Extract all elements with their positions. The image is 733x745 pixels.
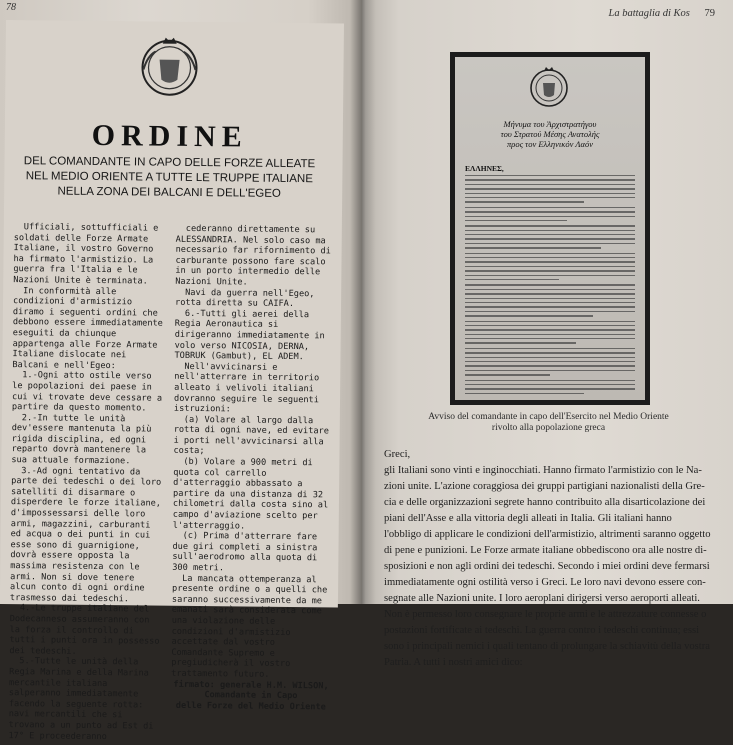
- greek-greeting: ΕΛΛΗΝΕΣ,: [465, 164, 504, 173]
- poster-paragraph: Ufficiali, sottufficiali e soldati delle Forze Armate Italiane, il vostro Governo ha firmato l'armistizio. La guerra fra l'Italia e le Nazioni Unite è terminata.: [13, 222, 159, 287]
- greek-leaflet-title: [463, 119, 637, 149]
- poster-signature-line: Comandante in Capo: [204, 690, 298, 702]
- poster-paragraph: (a) Volare al largo dalla rotta di ogni nave, ed evitare i porti nell'avvicinarsi alla costa;: [173, 414, 329, 457]
- caption-line: Avviso del comandante in capo dell'Esercito nel Medio Oriente: [428, 412, 669, 422]
- poster-paragraph: 4.-Le truppe italiane del Dodecanneso assumeranno con la forza il controllo di tutti i punti ora in possesso dei tedeschi.: [9, 603, 160, 657]
- right-page-number: 79: [704, 8, 715, 19]
- poster-subtitle-line: DEL COMANDANTE IN CAPO DELLE FORZE ALLEATE: [23, 155, 316, 171]
- poster-paragraph: 5.-Tutte le unità della Regia Marina e della Marina mercantile italiana salperanno immediatamente facendo la seguente rotta: navi mercantili che si trovano a un punto ad Est di 17° E proceederanno: [8, 656, 154, 742]
- greek-title-line: Μήνυμα του Άρχιστρατήγου: [503, 119, 597, 129]
- body-line: l'obbligo di applicare le condizioni dell'armistizio, altrimenti saranno oggetto: [384, 529, 711, 540]
- caption-line: rivolto alla popolazione greca: [491, 423, 606, 433]
- poster-signature-line: firmato: generale H.M. WILSON,: [173, 679, 329, 691]
- book-gutter: [350, 0, 376, 604]
- poster-column-left: [8, 222, 165, 743]
- royal-coat-of-arms-icon: [525, 63, 573, 111]
- body-line: di pene e punizioni. Le Forze armate italiane obbediscono ora alle nostre di-: [384, 545, 707, 556]
- body-line: sono i principali nemici i quali tentano di prolungare la schiavitù della vostra: [384, 641, 710, 652]
- body-line: Non è permesso loro consegnare le proprie armi e le attrezzature connesse o: [384, 609, 707, 620]
- left-page-number: 78: [6, 2, 16, 13]
- greek-leaflet: [455, 57, 645, 400]
- order-poster: [0, 20, 344, 742]
- body-line: zioni unite. L'azione coraggiosa dei gruppi partigiani nazionalisti della Gre-: [384, 481, 705, 492]
- poster-paragraph: Nell'avvicinarsi e nell'atterrare in territorio alleato i velivoli italiani dovranno seguire le seguenti istruzioni:: [173, 361, 320, 415]
- running-head-title: La battaglia di Kos: [608, 8, 690, 19]
- body-line: piani dell'Asse e alla vittoria degli alleati in Italia. Gli italiani hanno: [384, 513, 672, 524]
- poster-paragraph: (b) Volare a 900 metri di quota col carrello d'atterraggio abbassato a partire da una distanza di 32 chilometri dalla costa sino al campo d'aviazione scelto per l'atterraggio.: [172, 456, 329, 532]
- body-line: Patria. A tutti i nostri amici dico:: [384, 657, 523, 668]
- body-line: Greci,: [384, 449, 411, 460]
- running-head: [608, 8, 715, 19]
- poster-paragraph: La mancata ottemperanza al presente ordine o a quelli che saranno successivamente da me emanati sarà considerata come una violazione delle condizioni d'armistizio accettate dal vostro Comandante Supremo e pregiudicherà il vostro trattamento futuro.: [171, 573, 328, 680]
- poster-paragraph: In conformità alle condizioni d'armistizio diramo i seguenti ordini che debbono essere immediatamente eseguiti da chiunque appartenga alle Forze Armate Italiane dislocate nei Balcani e nell'Egeo:: [12, 285, 163, 371]
- poster-signature-line: delle Forze del Medio Oriente: [175, 700, 326, 713]
- royal-coat-of-arms-icon: [133, 29, 206, 102]
- body-line: segnate alle Nazioni unite. I loro aeroplani dirigersi verso aeroporti alleati.: [384, 593, 700, 604]
- poster-paragraph: (c) Prima d'atterrare fare due giri completi a sinistra sull'aerodromo alla quota di 300 metri.: [172, 531, 318, 574]
- poster-paragraph: Navi da guerra nell'Egeo, rotta diretta su CAIFA.: [174, 287, 315, 310]
- poster-paragraph: cederanno direttamente su ALESSANDRIA. Nel solo caso ma necessario far rifornimento di carburante possono fare scalo in un porto intermedio delle Nazioni Unite.: [175, 223, 331, 288]
- figure-caption: [376, 412, 721, 434]
- poster-subtitle-line: NELLA ZONA DEI BALCANI E DELL'EGEO: [57, 185, 281, 200]
- poster-title: ORDINE: [91, 118, 248, 154]
- poster-subtitle: [4, 154, 334, 202]
- greek-leaflet-photo: [450, 52, 650, 405]
- body-text: [384, 447, 722, 671]
- left-page: [0, 0, 362, 742]
- poster-paragraph: 1.-Ogni atto ostile verso le popolazioni dei paese in cui vi trovate deve cessare a partire da questo momento.: [11, 370, 163, 414]
- poster-paragraph: 3.-Ad ogni tentativo da parte dei tedeschi o dei loro satelliti di disarmare o disperdere le forze italiane, d'impossessarsi delle loro armi, magazzini, carburanti ed acqua o dei punti in cui esse sono di guarnigione, dovrà essere opposta la massima resistenza con le armi. Non si dove tenere alcun conto di ogni ordine trasmesso dai tedeschi.: [9, 465, 162, 605]
- body-line: immediatamente ogni ostilità verso i Greci. Le loro navi devono essere con-: [384, 577, 706, 588]
- poster-paragraph: 6.-Tutti gli aerei della Regia Aeronautica si dirigeranno immediatamente in volo verso NICOSIA, DERNA, TOBRUK (Gambut), EL ADEM.: [174, 308, 325, 363]
- greek-leaflet-text-block: [465, 175, 635, 397]
- body-line: postazioni fortificate ai tedeschi. La guerra contro i tedeschi continua; essi: [384, 625, 700, 636]
- poster-column-right: [171, 224, 336, 713]
- right-page: [362, 0, 733, 668]
- greek-title-line: προς τον Ελληνικόν Λαόν: [507, 139, 593, 149]
- body-line: gli Italiani sono vinti e inginocchiati. Hanno firmato l'armistizio con le Na-: [384, 465, 702, 476]
- greek-title-line: του Στρατού Μέσης Ανατολής: [500, 129, 600, 139]
- body-line: cia e delle organizzazioni segrete hanno contribuito alla disarticolazione dei: [384, 497, 706, 508]
- poster-subtitle-line: NEL MEDIO ORIENTE A TUTTE LE TRUPPE ITALIANE: [25, 170, 313, 186]
- body-line: sposizioni e non agli ordini dei tedeschi. Secondo i miei ordini deve fermarsi: [384, 561, 710, 572]
- poster-paragraph: 2.-In tutte le unità dev'essere mantenuta la più rigida disciplina, ed ogni reparto dovrà mantenere la sua attuale formazione.: [11, 412, 152, 467]
